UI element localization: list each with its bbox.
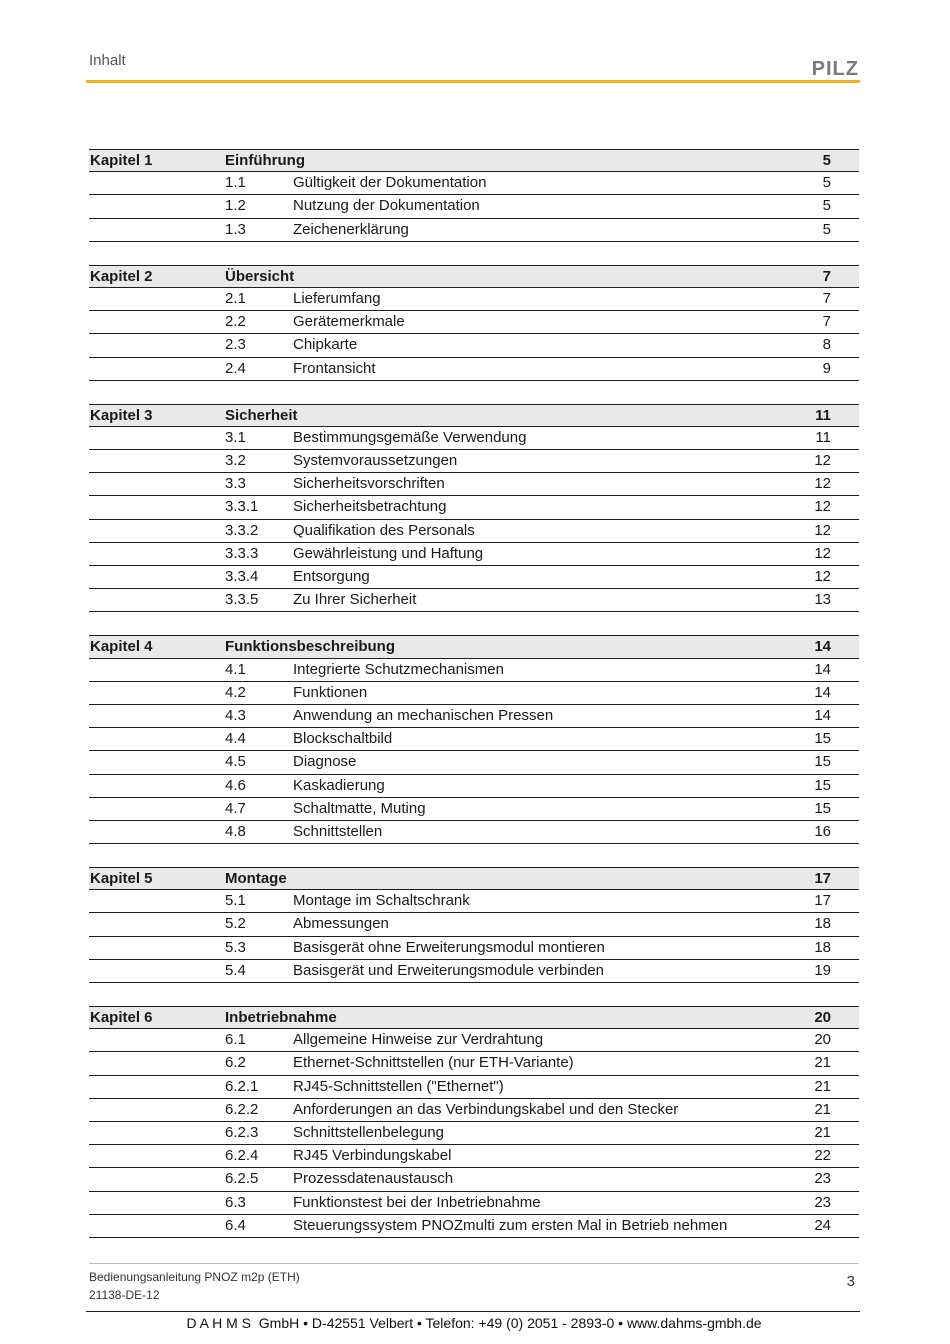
entry-title: Funktionstest bei der Inbetriebnahme [293,1193,541,1211]
chapter-page: 11 [815,406,831,424]
document-title: Bedienungsanleitung PNOZ m2p (ETH) [89,1270,300,1284]
entry-page: 12 [814,544,831,562]
chapter-title: Sicherheit [225,406,298,424]
entry-number: 6.4 [225,1216,246,1234]
chapter-label: Kapitel 6 [90,1009,153,1026]
toc-entry[interactable] [89,821,859,844]
entry-number: 3.2 [225,452,246,470]
entry-page: 21 [814,1077,831,1095]
toc-entry[interactable] [89,311,859,334]
entry-title: Sicherheitsbetrachtung [293,498,447,516]
toc-entry[interactable] [89,1099,859,1122]
toc-chapter [89,1006,859,1238]
chapter-label: Kapitel 2 [90,267,153,285]
entry-page: 11 [815,428,831,446]
entry-title: Funktionen [293,683,368,701]
toc-chapter-heading[interactable] [89,635,859,658]
entry-page: 5 [822,220,831,238]
entry-number: 6.2 [225,1054,246,1072]
distributor-line: D A H M S GmbH • D-42551 Velbert • Telefon: +49 (0) 2051 - 2893-0 • www.dahms-gmbh.de [186,1315,762,1331]
entry-title: Chipkarte [293,336,358,354]
entry-page: 23 [814,1193,831,1211]
entry-number: 5.4 [225,961,246,979]
entry-title: Basisgerät ohne Erweiterungsmodul montieren [293,938,605,956]
entry-number: 4.4 [225,730,246,748]
entry-page: 14 [814,683,831,701]
header-accent-rule [86,80,860,83]
toc-entry[interactable] [89,1122,859,1145]
toc-chapter [89,149,859,242]
toc-entry[interactable] [89,682,859,705]
entry-title: Systemvoraussetzungen [293,452,458,470]
toc-chapter-heading[interactable] [89,1006,859,1029]
entry-page: 12 [814,568,831,585]
entry-title: Gerätemerkmale [293,313,405,331]
toc-entry[interactable] [89,427,859,450]
chapter-title: Einführung [225,152,305,169]
entry-title: Anforderungen an das Verbindungskabel und den Stecker [293,1100,679,1118]
entry-page: 9 [822,359,831,377]
entry-title: Bestimmungsgemäße Verwendung [293,428,527,446]
chapter-title: Montage [225,870,287,888]
chapter-label: Kapitel 1 [90,152,153,169]
entry-page: 5 [822,197,831,215]
toc-entry[interactable] [89,496,859,519]
entry-number: 5.1 [225,892,246,910]
entry-number: 3.3.2 [225,521,259,539]
toc-entry[interactable] [89,1145,859,1168]
entry-title: Anwendung an mechanischen Pressen [293,706,554,724]
chapter-label: Kapitel 3 [90,406,153,424]
toc-entry[interactable] [89,705,859,728]
chapter-title: Inbetriebnahme [225,1009,337,1026]
toc-entry[interactable] [89,172,859,195]
toc-entry[interactable] [89,1052,859,1075]
toc-entry[interactable] [89,195,859,218]
entry-title: Prozessdatenaustausch [293,1170,454,1188]
entry-title: Integrierte Schutzmechanismen [293,660,504,678]
toc-entry[interactable] [89,937,859,960]
entry-number: 5.2 [225,915,246,933]
toc-entry[interactable] [89,1192,859,1215]
entry-number: 4.3 [225,706,246,724]
toc-chapter [89,404,859,613]
entry-number: 1.1 [225,174,246,192]
distributor-rule [86,1311,860,1312]
entry-number: 3.3 [225,475,246,493]
entry-title: Schaltmatte, Muting [293,799,426,817]
entry-title: Ethernet-Schnittstellen (nur ETH-Variante) [293,1054,574,1072]
pilz-logo: PILZ [811,58,859,80]
entry-title: Frontansicht [293,359,376,377]
entry-number: 2.1 [225,289,246,307]
entry-page: 23 [814,1170,831,1188]
entry-number: 2.4 [225,359,246,377]
document-code: 21138-DE-12 [89,1288,160,1302]
chapter-page: 14 [814,638,831,656]
entry-number: 6.2.4 [225,1147,259,1165]
entry-number: 2.3 [225,336,246,354]
entry-page: 24 [814,1216,831,1234]
toc-entry[interactable] [89,1168,859,1191]
entry-number: 4.2 [225,683,246,701]
chapter-title: Übersicht [225,267,295,285]
entry-title: Nutzung der Dokumentation [293,197,480,215]
entry-title: Montage im Schaltschrank [293,892,470,910]
entry-title: Zu Ihrer Sicherheit [293,591,417,609]
entry-page: 14 [814,660,831,678]
entry-page: 16 [814,822,831,840]
entry-title: Blockschaltbild [293,730,393,748]
page-number: 3 [846,1273,855,1290]
entry-number: 3.3.1 [225,498,259,516]
entry-number: 5.3 [225,938,246,956]
toc-entry[interactable] [89,520,859,543]
entry-title: Schnittstellenbelegung [293,1123,444,1141]
entry-number: 6.1 [225,1031,246,1049]
entry-number: 3.3.5 [225,591,259,609]
entry-title: RJ45 Verbindungskabel [293,1147,452,1165]
toc-entry[interactable] [89,566,859,589]
entry-title: Abmessungen [293,915,389,933]
entry-title: Steuerungssystem PNOZmulti zum ersten Mal in Betrieb nehmen [293,1216,728,1234]
entry-page: 21 [814,1054,831,1072]
chapter-page: 7 [822,267,831,285]
toc-entry[interactable] [89,288,859,311]
entry-page: 12 [814,521,831,539]
toc-entry[interactable] [89,890,859,913]
toc-entry[interactable] [89,358,859,381]
toc-entry[interactable] [89,960,859,983]
entry-page: 15 [814,753,831,771]
toc-entry[interactable] [89,659,859,682]
entry-page: 22 [814,1147,831,1165]
entry-page: 21 [814,1100,831,1118]
toc-entry[interactable] [89,450,859,473]
toc-entry[interactable] [89,1076,859,1099]
chapter-label: Kapitel 4 [90,638,153,656]
toc-entry[interactable] [89,728,859,751]
chapter-page: 5 [822,152,831,169]
entry-page: 13 [814,591,831,609]
entry-page: 12 [814,452,831,470]
entry-page: 15 [814,799,831,817]
entry-title: Lieferumfang [293,289,381,307]
entry-title: Diagnose [293,753,357,771]
toc-entry[interactable] [89,798,859,821]
entry-number: 4.7 [225,799,246,817]
entry-number: 6.2.3 [225,1123,259,1141]
entry-title: Gültigkeit der Dokumentation [293,174,487,192]
entry-number: 6.2.2 [225,1100,259,1118]
entry-page: 15 [814,776,831,794]
toc-entry[interactable] [89,219,859,242]
toc-chapter [89,265,859,381]
toc-entry[interactable] [89,751,859,774]
entry-page: 19 [814,961,831,979]
toc-entry[interactable] [89,913,859,936]
chapter-title: Funktionsbeschreibung [225,638,396,656]
entry-title: Allgemeine Hinweise zur Verdrahtung [293,1031,544,1049]
toc-chapter-heading[interactable] [89,867,859,890]
toc-entry[interactable] [89,1029,859,1052]
entry-title: Zeichenerklärung [293,220,409,238]
entry-number: 6.3 [225,1193,246,1211]
header-title: Inhalt [89,52,126,69]
entry-page: 18 [814,938,831,956]
toc-chapter-heading[interactable] [89,404,859,427]
entry-number: 3.3.4 [225,568,259,585]
entry-title: Qualifikation des Personals [293,521,475,539]
entry-title: Kaskadierung [293,776,385,794]
entry-number: 4.6 [225,776,246,794]
page-header [89,52,859,82]
toc-entry[interactable] [89,334,859,357]
toc-chapter [89,635,859,844]
entry-title: Sicherheitsvorschriften [293,475,445,493]
toc-entry[interactable] [89,775,859,798]
entry-page: 5 [822,174,831,192]
entry-number: 6.2.1 [225,1077,259,1095]
entry-page: 17 [814,892,831,910]
toc-entry[interactable] [89,1215,859,1238]
entry-number: 4.1 [225,660,246,678]
entry-page: 8 [822,336,831,354]
entry-number: 4.8 [225,822,246,840]
chapter-label: Kapitel 5 [90,870,153,888]
entry-page: 12 [814,498,831,516]
footer-rule [89,1263,859,1264]
table-of-contents [89,149,859,1261]
entry-number: 4.5 [225,753,246,771]
entry-page: 7 [822,313,831,331]
entry-number: 1.2 [225,197,246,215]
entry-page: 18 [814,915,831,933]
entry-page: 12 [814,475,831,493]
entry-number: 2.2 [225,313,246,331]
entry-number: 3.3.3 [225,544,259,562]
toc-entry[interactable] [89,473,859,496]
entry-page: 14 [814,706,831,724]
toc-chapter-heading[interactable] [89,265,859,288]
entry-number: 1.3 [225,220,246,238]
entry-title: Basisgerät und Erweiterungsmodule verbinden [293,961,605,979]
entry-page: 15 [814,730,831,748]
entry-page: 7 [822,289,831,307]
entry-page: 21 [814,1123,831,1141]
chapter-page: 17 [814,870,831,888]
toc-entry[interactable] [89,589,859,612]
entry-title: Entsorgung [293,568,370,585]
entry-number: 6.2.5 [225,1170,259,1188]
chapter-page: 20 [814,1009,831,1026]
toc-chapter [89,867,859,983]
entry-page: 20 [814,1031,831,1049]
entry-title: RJ45-Schnittstellen ("Ethernet") [293,1077,504,1095]
toc-entry[interactable] [89,543,859,566]
toc-chapter-heading[interactable] [89,149,859,172]
entry-number: 3.1 [225,428,246,446]
entry-title: Schnittstellen [293,822,383,840]
entry-title: Gewährleistung und Haftung [293,544,484,562]
